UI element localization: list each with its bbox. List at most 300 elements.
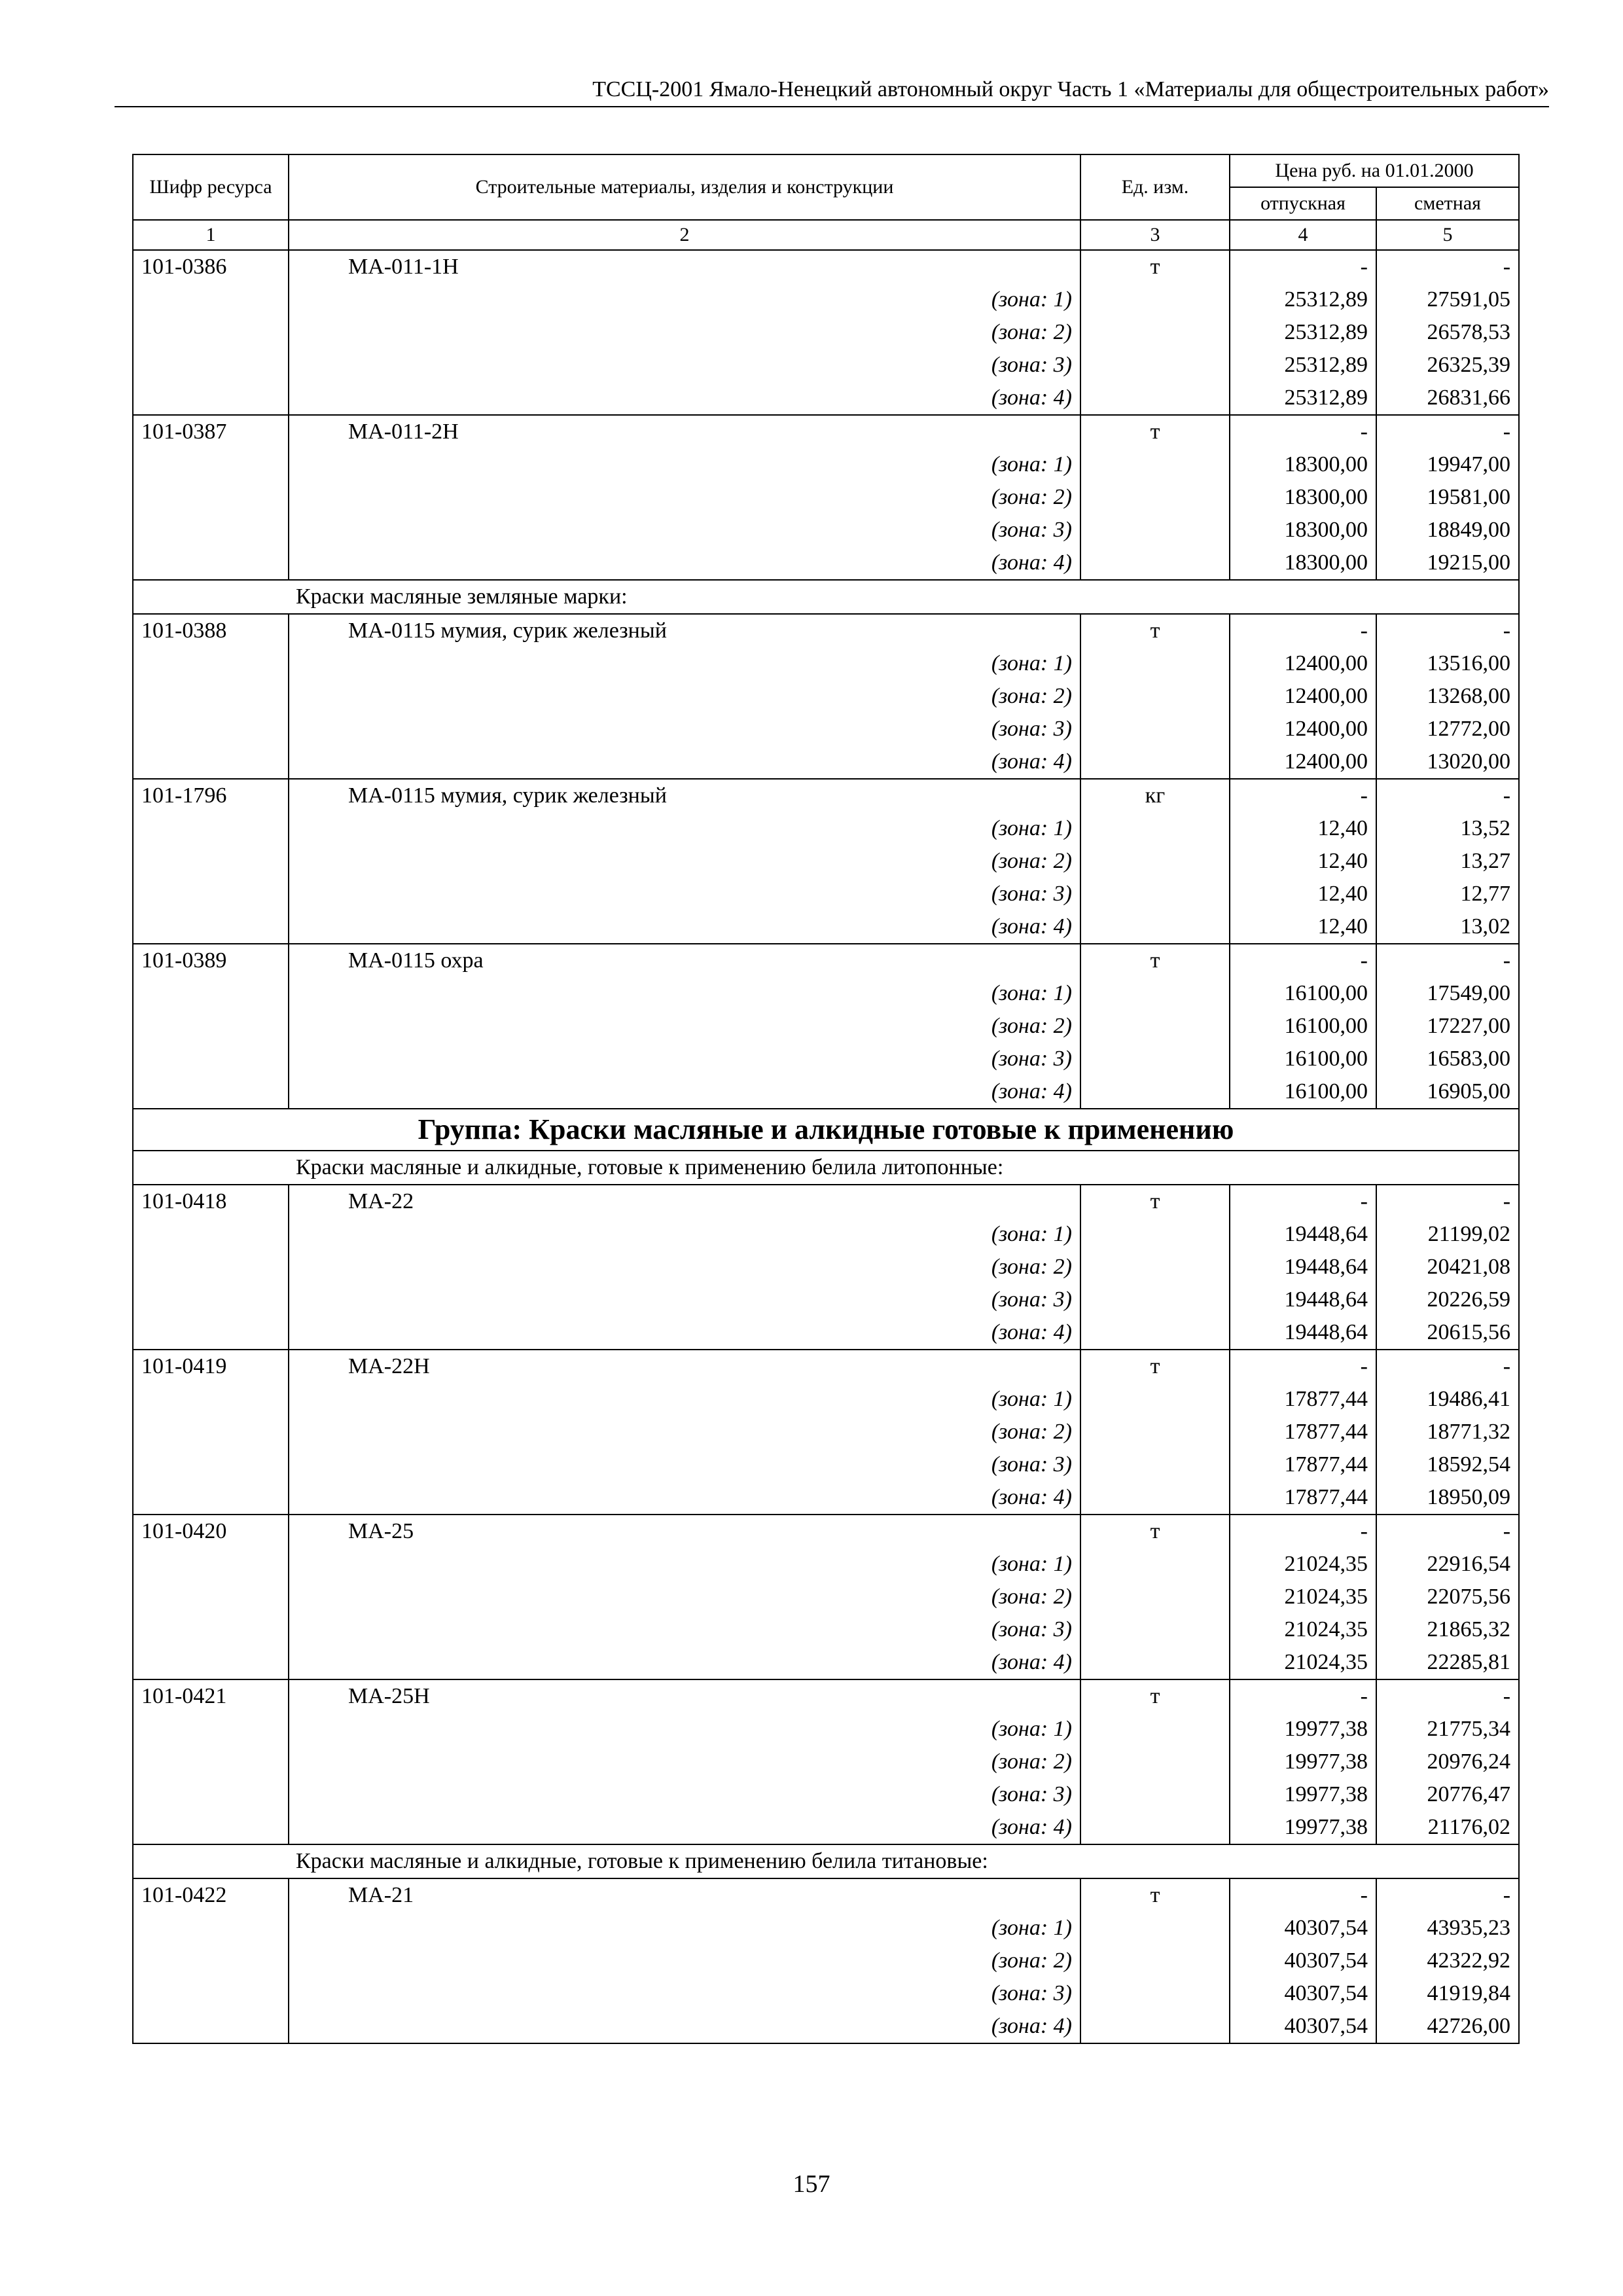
resource-code-empty [133, 1548, 289, 1581]
zone-label: (зона: 4) [289, 1646, 1080, 1679]
resource-code-empty [133, 1713, 289, 1746]
zone-row [133, 910, 1519, 944]
zone-estimate-price: 19215,00 [1376, 547, 1519, 580]
resource-code: 101-0419 [133, 1350, 289, 1383]
zone-label: (зона: 2) [289, 481, 1080, 514]
zone-row [133, 1218, 1519, 1251]
resource-code-empty [133, 1316, 289, 1350]
unit-empty [1080, 1977, 1230, 2010]
release-price: - [1230, 944, 1376, 977]
resource-code-empty [133, 1811, 289, 1844]
zone-estimate-price: 20421,08 [1376, 1251, 1519, 1283]
unit-empty [1080, 845, 1230, 878]
resource-code-empty [133, 1448, 289, 1481]
subsection-row [133, 1844, 1519, 1878]
material-name: МА-22Н [289, 1350, 1080, 1383]
zone-estimate-price: 20976,24 [1376, 1746, 1519, 1778]
resource-code-empty [133, 1778, 289, 1811]
table-row [133, 415, 1519, 448]
resource-code-empty [133, 283, 289, 316]
unit-empty [1080, 316, 1230, 349]
zone-estimate-price: 22075,56 [1376, 1581, 1519, 1613]
zone-release-price: 16100,00 [1230, 1043, 1376, 1075]
zone-release-price: 12400,00 [1230, 713, 1376, 745]
zone-estimate-price: 20615,56 [1376, 1316, 1519, 1350]
material-name: МА-25Н [289, 1679, 1080, 1713]
estimate-price: - [1376, 614, 1519, 647]
zone-row [133, 1581, 1519, 1613]
zone-release-price: 17877,44 [1230, 1481, 1376, 1515]
zone-label: (зона: 2) [289, 1416, 1080, 1448]
material-name: МА-22 [289, 1185, 1080, 1218]
subsection-title: Краски масляные земляные марки: [133, 580, 1519, 614]
zone-release-price: 12,40 [1230, 878, 1376, 910]
zone-row [133, 1448, 1519, 1481]
resource-code-empty [133, 1646, 289, 1679]
header-estimate-price: сметная [1376, 187, 1519, 220]
zone-label: (зона: 2) [289, 316, 1080, 349]
resource-code-empty [133, 1581, 289, 1613]
zone-label: (зона: 3) [289, 1043, 1080, 1075]
subsection-row [133, 1151, 1519, 1185]
zone-row [133, 382, 1519, 415]
resource-code-empty [133, 845, 289, 878]
zone-label: (зона: 1) [289, 1383, 1080, 1416]
estimate-price: - [1376, 1679, 1519, 1713]
zone-label: (зона: 1) [289, 1912, 1080, 1945]
zone-estimate-price: 13020,00 [1376, 745, 1519, 779]
header-code: Шифр ресурса [133, 154, 289, 220]
zone-row [133, 745, 1519, 779]
zone-release-price: 12400,00 [1230, 680, 1376, 713]
unit: т [1080, 1878, 1230, 1912]
zone-label: (зона: 4) [289, 547, 1080, 580]
resource-code-empty [133, 812, 289, 845]
zone-estimate-price: 13268,00 [1376, 680, 1519, 713]
zone-row [133, 1043, 1519, 1075]
unit-empty [1080, 680, 1230, 713]
zone-release-price: 19448,64 [1230, 1218, 1376, 1251]
estimate-price: - [1376, 1878, 1519, 1912]
unit-empty [1080, 481, 1230, 514]
zone-release-price: 12,40 [1230, 812, 1376, 845]
table-row [133, 944, 1519, 977]
unit-empty [1080, 1713, 1230, 1746]
resource-code: 101-0388 [133, 614, 289, 647]
material-name: МА-0115 мумия, сурик железный [289, 614, 1080, 647]
unit-empty [1080, 514, 1230, 547]
zone-label: (зона: 2) [289, 1746, 1080, 1778]
zone-label: (зона: 2) [289, 1251, 1080, 1283]
unit-empty [1080, 448, 1230, 481]
resource-code: 101-0421 [133, 1679, 289, 1713]
zone-release-price: 25312,89 [1230, 283, 1376, 316]
zone-label: (зона: 1) [289, 1548, 1080, 1581]
zone-release-price: 19448,64 [1230, 1251, 1376, 1283]
unit-empty [1080, 1778, 1230, 1811]
zone-label: (зона: 4) [289, 745, 1080, 779]
zone-release-price: 16100,00 [1230, 1010, 1376, 1043]
zone-label: (зона: 4) [289, 910, 1080, 944]
zone-estimate-price: 43935,23 [1376, 1912, 1519, 1945]
table-row [133, 1878, 1519, 1912]
unit-empty [1080, 1613, 1230, 1646]
column-number: 1 [133, 220, 289, 250]
zone-row [133, 977, 1519, 1010]
zone-label: (зона: 1) [289, 812, 1080, 845]
table-row [133, 1679, 1519, 1713]
resource-code-empty [133, 1481, 289, 1515]
material-name: МА-21 [289, 1878, 1080, 1912]
zone-row [133, 1481, 1519, 1515]
release-price: - [1230, 1350, 1376, 1383]
zone-label: (зона: 3) [289, 713, 1080, 745]
unit-empty [1080, 910, 1230, 944]
zone-row [133, 1912, 1519, 1945]
header-release-price: отпускная [1230, 187, 1376, 220]
zone-estimate-price: 21199,02 [1376, 1218, 1519, 1251]
zone-estimate-price: 20226,59 [1376, 1283, 1519, 1316]
zone-release-price: 21024,35 [1230, 1548, 1376, 1581]
unit-empty [1080, 1251, 1230, 1283]
zone-row [133, 514, 1519, 547]
resource-code-empty [133, 382, 289, 415]
zone-label: (зона: 1) [289, 448, 1080, 481]
unit-empty [1080, 647, 1230, 680]
zone-label: (зона: 4) [289, 1075, 1080, 1109]
resource-code-empty [133, 1043, 289, 1075]
zone-release-price: 25312,89 [1230, 349, 1376, 382]
zone-release-price: 16100,00 [1230, 1075, 1376, 1109]
resource-code-empty [133, 316, 289, 349]
page-number: 157 [793, 2170, 830, 2198]
zone-label: (зона: 3) [289, 1977, 1080, 2010]
resource-code: 101-0420 [133, 1515, 289, 1548]
unit-empty [1080, 1010, 1230, 1043]
unit-empty [1080, 1746, 1230, 1778]
unit: т [1080, 1185, 1230, 1218]
unit-empty [1080, 1043, 1230, 1075]
zone-row [133, 1811, 1519, 1844]
column-number: 2 [289, 220, 1080, 250]
zone-label: (зона: 1) [289, 647, 1080, 680]
resource-code-empty [133, 448, 289, 481]
zone-row [133, 1416, 1519, 1448]
table-row [133, 614, 1519, 647]
resource-code-empty [133, 745, 289, 779]
estimate-price: - [1376, 1350, 1519, 1383]
zone-row [133, 1075, 1519, 1109]
zone-estimate-price: 12772,00 [1376, 713, 1519, 745]
zone-estimate-price: 18592,54 [1376, 1448, 1519, 1481]
zone-release-price: 19448,64 [1230, 1316, 1376, 1350]
resource-code-empty [133, 713, 289, 745]
zone-release-price: 40307,54 [1230, 1945, 1376, 1977]
unit: т [1080, 1350, 1230, 1383]
zone-release-price: 25312,89 [1230, 382, 1376, 415]
zone-estimate-price: 22285,81 [1376, 1646, 1519, 1679]
table-row [133, 1185, 1519, 1218]
zone-row [133, 547, 1519, 580]
zone-estimate-price: 19486,41 [1376, 1383, 1519, 1416]
resource-code-empty [133, 1746, 289, 1778]
zone-release-price: 17877,44 [1230, 1448, 1376, 1481]
zone-estimate-price: 17227,00 [1376, 1010, 1519, 1043]
zone-label: (зона: 3) [289, 878, 1080, 910]
zone-row [133, 481, 1519, 514]
unit: т [1080, 1515, 1230, 1548]
zone-release-price: 19977,38 [1230, 1811, 1376, 1844]
zone-estimate-price: 22916,54 [1376, 1548, 1519, 1581]
estimate-price: - [1376, 779, 1519, 812]
unit: т [1080, 614, 1230, 647]
resource-code-empty [133, 977, 289, 1010]
resource-code-empty [133, 1218, 289, 1251]
price-table [132, 154, 1520, 2044]
zone-row [133, 680, 1519, 713]
zone-label: (зона: 2) [289, 845, 1080, 878]
zone-row [133, 1746, 1519, 1778]
resource-code: 101-1796 [133, 779, 289, 812]
unit-empty [1080, 1075, 1230, 1109]
resource-code-empty [133, 514, 289, 547]
zone-estimate-price: 13516,00 [1376, 647, 1519, 680]
unit-empty [1080, 382, 1230, 415]
unit: кг [1080, 779, 1230, 812]
group-heading-row [133, 1109, 1519, 1151]
zone-release-price: 40307,54 [1230, 2010, 1376, 2043]
zone-release-price: 21024,35 [1230, 1613, 1376, 1646]
unit-empty [1080, 745, 1230, 779]
unit-empty [1080, 1811, 1230, 1844]
zone-estimate-price: 42726,00 [1376, 2010, 1519, 2043]
zone-release-price: 16100,00 [1230, 977, 1376, 1010]
zone-row [133, 878, 1519, 910]
table-body [133, 250, 1519, 2043]
zone-release-price: 21024,35 [1230, 1646, 1376, 1679]
unit-empty [1080, 349, 1230, 382]
resource-code-empty [133, 910, 289, 944]
zone-row [133, 1646, 1519, 1679]
resource-code: 101-0389 [133, 944, 289, 977]
unit-empty [1080, 977, 1230, 1010]
unit-empty [1080, 1945, 1230, 1977]
unit: т [1080, 944, 1230, 977]
zone-estimate-price: 17549,00 [1376, 977, 1519, 1010]
resource-code-empty [133, 2010, 289, 2043]
zone-label: (зона: 1) [289, 977, 1080, 1010]
column-number: 5 [1376, 220, 1519, 250]
unit: т [1080, 1679, 1230, 1713]
resource-code: 101-0386 [133, 250, 289, 283]
unit-empty [1080, 1283, 1230, 1316]
resource-code-empty [133, 547, 289, 580]
unit-empty [1080, 1481, 1230, 1515]
zone-estimate-price: 19947,00 [1376, 448, 1519, 481]
resource-code-empty [133, 1010, 289, 1043]
unit-empty [1080, 878, 1230, 910]
unit-empty [1080, 1448, 1230, 1481]
zone-release-price: 21024,35 [1230, 1581, 1376, 1613]
zone-estimate-price: 18771,32 [1376, 1416, 1519, 1448]
zone-label: (зона: 2) [289, 1010, 1080, 1043]
unit: т [1080, 415, 1230, 448]
unit-empty [1080, 547, 1230, 580]
zone-label: (зона: 4) [289, 1316, 1080, 1350]
zone-label: (зона: 1) [289, 1713, 1080, 1746]
zone-label: (зона: 1) [289, 1218, 1080, 1251]
subsection-row [133, 580, 1519, 614]
zone-estimate-price: 42322,92 [1376, 1945, 1519, 1977]
zone-release-price: 19977,38 [1230, 1746, 1376, 1778]
unit-empty [1080, 1646, 1230, 1679]
zone-release-price: 18300,00 [1230, 547, 1376, 580]
unit-empty [1080, 1218, 1230, 1251]
zone-estimate-price: 18849,00 [1376, 514, 1519, 547]
resource-code-empty [133, 680, 289, 713]
zone-row [133, 448, 1519, 481]
resource-code: 101-0387 [133, 415, 289, 448]
zone-label: (зона: 3) [289, 1778, 1080, 1811]
estimate-price: - [1376, 1515, 1519, 1548]
zone-label: (зона: 4) [289, 1481, 1080, 1515]
unit: т [1080, 250, 1230, 283]
zone-estimate-price: 13,02 [1376, 910, 1519, 944]
release-price: - [1230, 1185, 1376, 1218]
zone-estimate-price: 19581,00 [1376, 481, 1519, 514]
material-name: МА-011-1Н [289, 250, 1080, 283]
zone-row [133, 1383, 1519, 1416]
unit-empty [1080, 1548, 1230, 1581]
unit-empty [1080, 1316, 1230, 1350]
resource-code-empty [133, 1383, 289, 1416]
zone-estimate-price: 16583,00 [1376, 1043, 1519, 1075]
unit-empty [1080, 1912, 1230, 1945]
zone-estimate-price: 21176,02 [1376, 1811, 1519, 1844]
material-name: МА-0115 охра [289, 944, 1080, 977]
zone-label: (зона: 4) [289, 382, 1080, 415]
release-price: - [1230, 415, 1376, 448]
estimate-price: - [1376, 415, 1519, 448]
unit-empty [1080, 283, 1230, 316]
zone-estimate-price: 18950,09 [1376, 1481, 1519, 1515]
zone-release-price: 40307,54 [1230, 1912, 1376, 1945]
zone-release-price: 18300,00 [1230, 514, 1376, 547]
zone-estimate-price: 13,52 [1376, 812, 1519, 845]
page-header: ТССЦ-2001 Ямало-Ненецкий автономный округ Часть 1 «Материалы для общестроительных работ» [115, 73, 1549, 107]
group-heading: Группа: Краски масляные и алкидные готовые к применению [133, 1109, 1519, 1151]
header-price: Цена руб. на 01.01.2000 [1230, 154, 1519, 187]
zone-estimate-price: 21865,32 [1376, 1613, 1519, 1646]
zone-row [133, 316, 1519, 349]
resource-code-empty [133, 878, 289, 910]
material-name: МА-0115 мумия, сурик железный [289, 779, 1080, 812]
table-row [133, 1350, 1519, 1383]
release-price: - [1230, 779, 1376, 812]
release-price: - [1230, 1679, 1376, 1713]
zone-row [133, 1548, 1519, 1581]
zone-estimate-price: 12,77 [1376, 878, 1519, 910]
zone-row [133, 713, 1519, 745]
header-unit: Ед. изм. [1080, 154, 1230, 220]
unit-empty [1080, 713, 1230, 745]
table-row [133, 779, 1519, 812]
resource-code-empty [133, 1416, 289, 1448]
zone-row [133, 812, 1519, 845]
zone-release-price: 19977,38 [1230, 1778, 1376, 1811]
zone-row [133, 349, 1519, 382]
resource-code-empty [133, 1945, 289, 1977]
material-name: МА-25 [289, 1515, 1080, 1548]
estimate-price: - [1376, 1185, 1519, 1218]
zone-estimate-price: 27591,05 [1376, 283, 1519, 316]
zone-estimate-price: 20776,47 [1376, 1778, 1519, 1811]
zone-estimate-price: 21775,34 [1376, 1713, 1519, 1746]
release-price: - [1230, 1515, 1376, 1548]
zone-release-price: 40307,54 [1230, 1977, 1376, 2010]
column-number: 3 [1080, 220, 1230, 250]
resource-code-empty [133, 1912, 289, 1945]
estimate-price: - [1376, 944, 1519, 977]
zone-label: (зона: 4) [289, 2010, 1080, 2043]
zone-label: (зона: 3) [289, 349, 1080, 382]
zone-estimate-price: 26325,39 [1376, 349, 1519, 382]
zone-release-price: 18300,00 [1230, 448, 1376, 481]
zone-estimate-price: 26578,53 [1376, 316, 1519, 349]
zone-release-price: 17877,44 [1230, 1416, 1376, 1448]
material-name: МА-011-2Н [289, 415, 1080, 448]
zone-estimate-price: 13,27 [1376, 845, 1519, 878]
header-name: Строительные материалы, изделия и конструкции [289, 154, 1080, 220]
zone-release-price: 12,40 [1230, 845, 1376, 878]
resource-code: 101-0418 [133, 1185, 289, 1218]
subsection-title: Краски масляные и алкидные, готовые к применению белила литопонные: [133, 1151, 1519, 1185]
zone-estimate-price: 26831,66 [1376, 382, 1519, 415]
zone-estimate-price: 16905,00 [1376, 1075, 1519, 1109]
resource-code-empty [133, 1251, 289, 1283]
zone-row [133, 1945, 1519, 1977]
release-price: - [1230, 250, 1376, 283]
resource-code-empty [133, 1075, 289, 1109]
zone-estimate-price: 41919,84 [1376, 1977, 1519, 2010]
zone-row [133, 1977, 1519, 2010]
zone-row [133, 1010, 1519, 1043]
resource-code-empty [133, 1613, 289, 1646]
column-number: 4 [1230, 220, 1376, 250]
unit-empty [1080, 1383, 1230, 1416]
resource-code-empty [133, 481, 289, 514]
zone-release-price: 19977,38 [1230, 1713, 1376, 1746]
zone-release-price: 18300,00 [1230, 481, 1376, 514]
zone-release-price: 12400,00 [1230, 647, 1376, 680]
release-price: - [1230, 1878, 1376, 1912]
estimate-price: - [1376, 250, 1519, 283]
unit-empty [1080, 812, 1230, 845]
zone-release-price: 25312,89 [1230, 316, 1376, 349]
zone-release-price: 17877,44 [1230, 1383, 1376, 1416]
zone-row [133, 1283, 1519, 1316]
zone-row [133, 2010, 1519, 2043]
zone-label: (зона: 3) [289, 1448, 1080, 1481]
resource-code: 101-0422 [133, 1878, 289, 1912]
resource-code-empty [133, 349, 289, 382]
zone-row [133, 1613, 1519, 1646]
zone-label: (зона: 3) [289, 1283, 1080, 1316]
zone-row [133, 845, 1519, 878]
table-row [133, 1515, 1519, 1548]
release-price: - [1230, 614, 1376, 647]
table-row [133, 250, 1519, 283]
